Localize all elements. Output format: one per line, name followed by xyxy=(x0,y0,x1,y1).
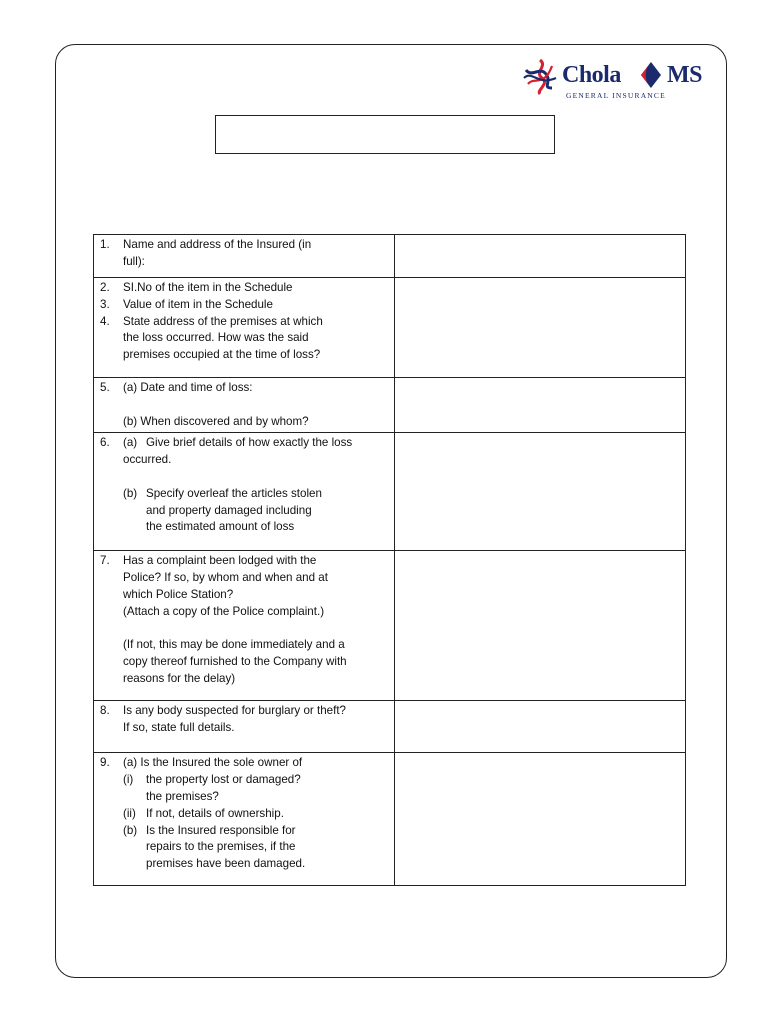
item-number xyxy=(100,330,123,347)
question-text: Has a complaint been lodged with the xyxy=(123,554,317,568)
question-line xyxy=(100,314,390,331)
item-number xyxy=(100,654,123,671)
answer-cell[interactable] xyxy=(395,753,686,886)
sub-item-marker xyxy=(123,839,146,856)
question-cell xyxy=(94,278,395,378)
line-gap xyxy=(100,621,390,638)
question-cell xyxy=(94,551,395,701)
question-text: and property damaged including xyxy=(146,503,312,517)
question-text: State address of the premises at which xyxy=(123,314,323,328)
sub-item-marker xyxy=(123,519,146,536)
sub-item-marker: (ii) xyxy=(123,806,136,820)
form-row xyxy=(94,701,686,753)
question-line xyxy=(100,703,390,720)
item-number: 6. xyxy=(100,436,110,450)
question-line xyxy=(100,435,390,452)
question-line xyxy=(100,553,390,570)
question-line xyxy=(100,380,390,397)
item-number: 8. xyxy=(100,704,110,718)
item-number xyxy=(100,823,123,840)
answer-cell[interactable] xyxy=(395,235,686,278)
question-cell xyxy=(94,378,395,433)
question-text: Is any body suspected for burglary or theft? xyxy=(123,704,346,718)
form-row xyxy=(94,278,686,378)
question-text: premises have been damaged. xyxy=(146,857,306,871)
sub-item-marker: (b) xyxy=(123,823,138,837)
item-number: 7. xyxy=(100,554,110,568)
form-row xyxy=(94,753,686,886)
item-number: 1. xyxy=(100,238,110,251)
question-text: premises occupied at the time of loss? xyxy=(123,348,321,362)
answer-cell[interactable] xyxy=(395,433,686,551)
sub-item-marker: (a) xyxy=(123,436,138,450)
question-line xyxy=(100,330,390,347)
sub-item-marker xyxy=(123,503,146,520)
item-number xyxy=(100,806,123,823)
question-line xyxy=(100,654,390,671)
item-number xyxy=(100,503,123,520)
question-line xyxy=(100,486,390,503)
question-text: reasons for the delay) xyxy=(123,671,236,685)
question-line xyxy=(100,519,390,536)
chola-ms-logo xyxy=(522,58,712,102)
question-text: Specify overleaf the articles stolen xyxy=(146,486,322,500)
item-number xyxy=(100,570,123,587)
question-line xyxy=(100,789,390,806)
item-number: 9. xyxy=(100,756,110,770)
question-text: the premises? xyxy=(146,789,219,803)
question-text: (a) Is the Insured the sole owner of xyxy=(123,756,303,770)
claim-form-table xyxy=(93,234,686,886)
form-row xyxy=(94,433,686,551)
question-text: Is the Insured responsible for xyxy=(146,823,296,837)
question-text: SI.No of the item in the Schedule xyxy=(123,281,293,294)
question-text: If not, details of ownership. xyxy=(146,806,284,820)
question-line xyxy=(100,570,390,587)
question-line xyxy=(100,452,390,469)
logo-word-ms: MS xyxy=(667,62,702,88)
question-line xyxy=(100,604,390,621)
form-row xyxy=(94,551,686,701)
item-number: 3. xyxy=(100,297,110,311)
logo-subtitle: GENERAL INSURANCE xyxy=(566,91,666,100)
question-text: repairs to the premises, if the xyxy=(146,840,296,854)
ms-emblem-icon xyxy=(640,61,662,89)
question-line xyxy=(100,637,390,654)
question-line xyxy=(100,280,390,297)
item-number xyxy=(100,486,123,503)
sub-item-marker: (b) xyxy=(123,486,138,500)
question-text: Give brief details of how exactly the loss xyxy=(146,436,353,450)
question-cell xyxy=(94,235,395,278)
question-text: (a) Date and time of loss: xyxy=(123,381,253,394)
question-text: copy thereof furnished to the Company with xyxy=(123,655,347,669)
item-number xyxy=(100,254,123,271)
logo-word-chola: Chola xyxy=(562,62,621,88)
question-text: Police? If so, by whom and when and at xyxy=(123,571,328,585)
sub-item-marker: (i) xyxy=(123,773,134,787)
item-number xyxy=(100,772,123,789)
form-title-box[interactable] xyxy=(215,115,555,154)
question-text: the estimated amount of loss xyxy=(146,520,295,534)
answer-cell[interactable] xyxy=(395,278,686,378)
question-line xyxy=(100,587,390,604)
question-text: (If not, this may be done immediately and a xyxy=(123,638,345,652)
form-row xyxy=(94,378,686,433)
chola-swirl-icon xyxy=(522,58,558,96)
question-line xyxy=(100,237,390,254)
question-text: full): xyxy=(123,254,145,268)
item-number xyxy=(100,637,123,654)
item-number xyxy=(100,452,123,469)
question-text: (b) When discovered and by whom? xyxy=(123,414,309,428)
question-text: which Police Station? xyxy=(123,587,234,601)
item-number xyxy=(100,587,123,604)
item-number xyxy=(100,347,123,364)
question-line xyxy=(100,347,390,364)
item-number xyxy=(100,720,123,737)
question-line xyxy=(100,806,390,823)
item-number xyxy=(100,604,123,621)
item-number xyxy=(100,671,123,688)
item-number: 5. xyxy=(100,381,110,394)
sub-item-marker xyxy=(123,789,146,806)
question-line xyxy=(100,755,390,772)
line-gap xyxy=(100,397,390,414)
question-text: the loss occurred. How was the said xyxy=(123,331,309,345)
item-number xyxy=(100,519,123,536)
line-gap xyxy=(100,469,390,486)
question-line xyxy=(100,839,390,856)
question-line xyxy=(100,503,390,520)
item-number xyxy=(100,789,123,806)
question-line xyxy=(100,254,390,271)
question-line xyxy=(100,823,390,840)
question-cell xyxy=(94,701,395,753)
item-number xyxy=(100,839,123,856)
form-row xyxy=(94,235,686,278)
answer-cell[interactable] xyxy=(395,551,686,701)
question-text: Value of item in the Schedule xyxy=(123,297,273,311)
question-cell xyxy=(94,433,395,551)
item-number: 2. xyxy=(100,281,110,294)
question-line xyxy=(100,297,390,314)
question-text: If so, state full details. xyxy=(123,721,235,735)
question-line xyxy=(100,772,390,789)
question-text: Name and address of the Insured (in xyxy=(123,238,312,251)
sub-item-marker xyxy=(123,856,146,873)
answer-cell[interactable] xyxy=(395,701,686,753)
question-text: occurred. xyxy=(123,453,172,467)
item-number xyxy=(100,856,123,873)
question-line xyxy=(100,856,390,873)
item-number: 4. xyxy=(100,314,110,328)
question-line xyxy=(100,414,390,431)
question-line xyxy=(100,720,390,737)
question-text: the property lost or damaged? xyxy=(146,773,301,787)
question-text: (Attach a copy of the Police complaint.) xyxy=(123,604,325,618)
question-cell xyxy=(94,753,395,886)
item-number xyxy=(100,414,123,431)
question-line xyxy=(100,671,390,688)
answer-cell[interactable] xyxy=(395,378,686,433)
